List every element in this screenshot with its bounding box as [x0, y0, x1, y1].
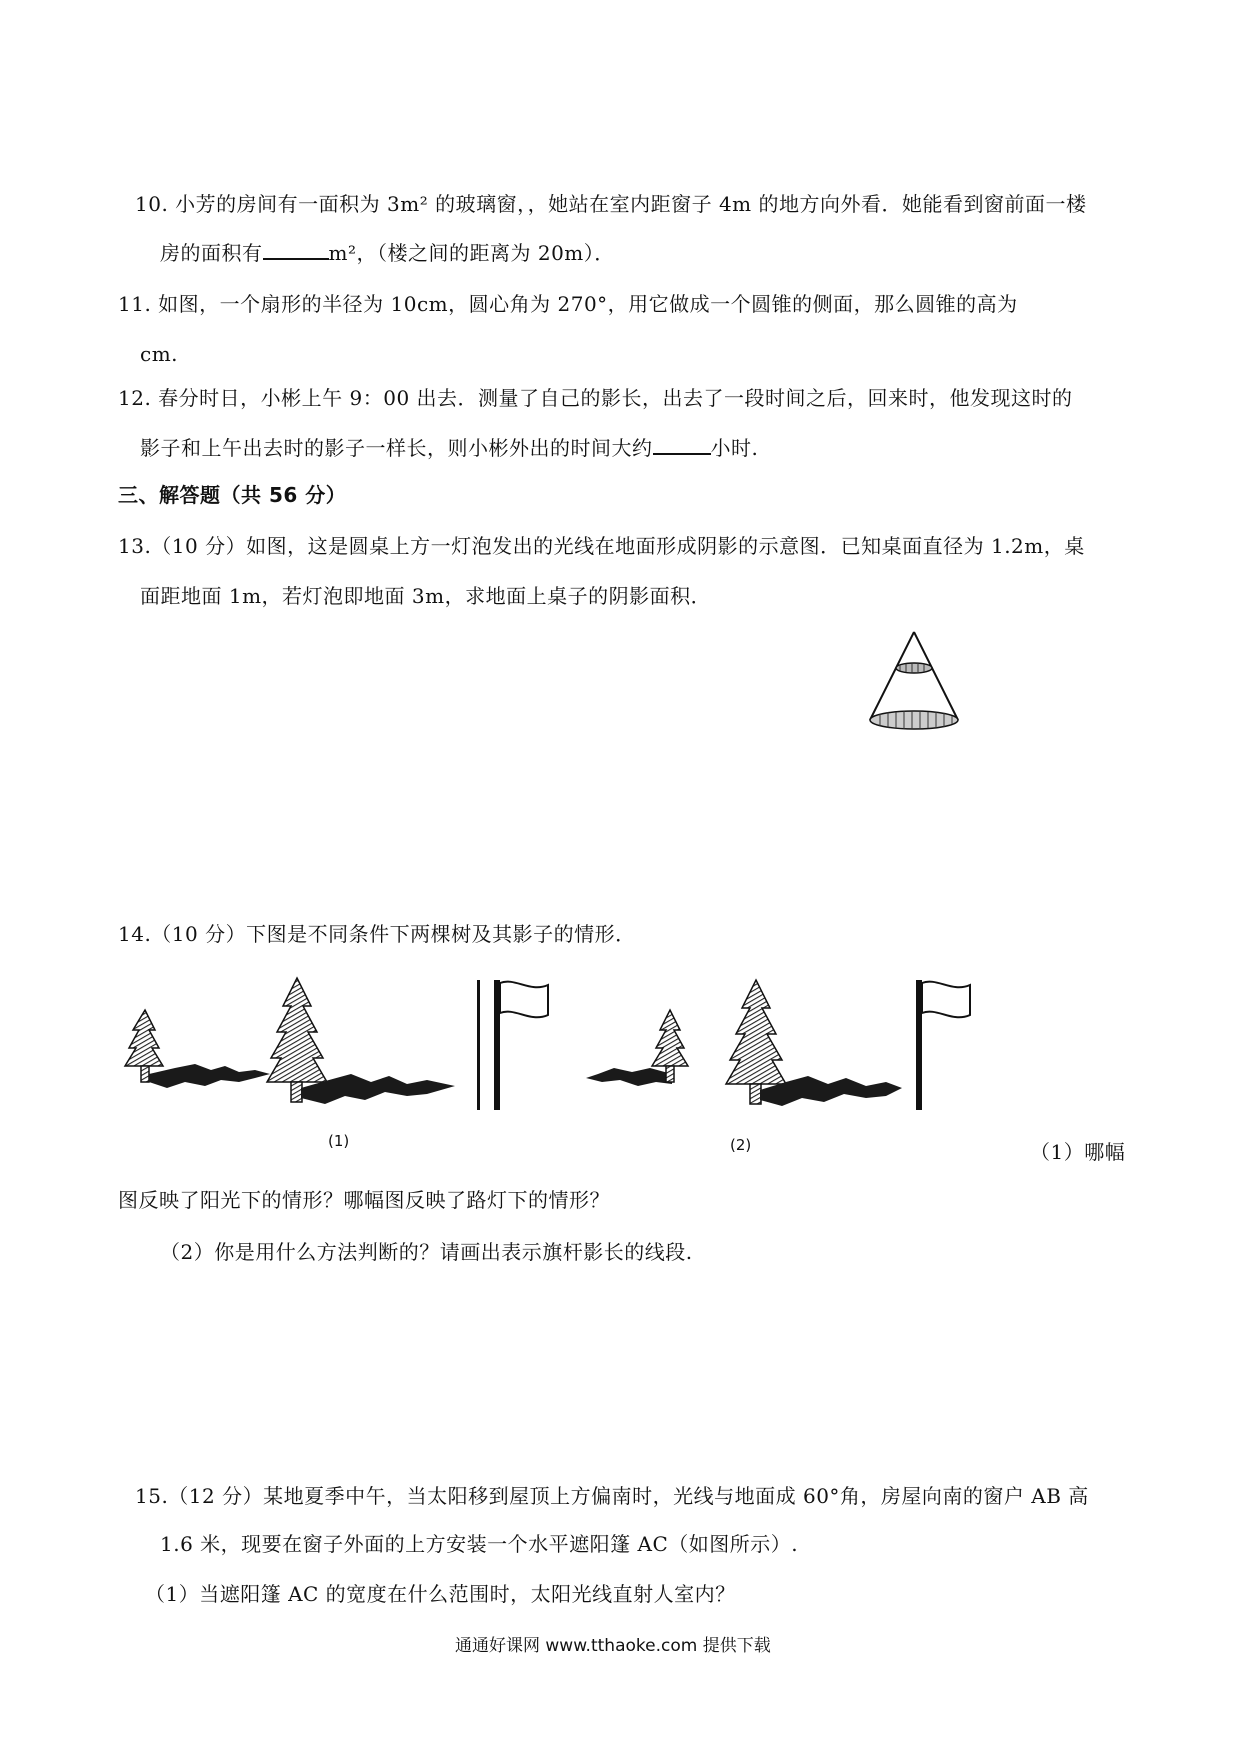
flag-pole-1 [490, 975, 570, 1125]
q12-answer-blank [653, 433, 711, 455]
tree-small-1 [125, 1010, 163, 1082]
q13-line1: 13.（10 分）如图，这是圆桌上方一灯泡发出的光线在地面形成阴影的示意图．已知桌面直径为 1.2m，桌 [118, 534, 1085, 558]
q14-sub1-cont: 图反映了阳光下的情形？哪幅图反映了路灯下的情形？ [118, 1188, 610, 1212]
q14-line1: 14.（10 分）下图是不同条件下两棵树及其影子的情形． [118, 922, 636, 946]
q14-sub1-tail: （1）哪幅 [1030, 1140, 1126, 1164]
q15-line1: 15.（12 分）某地夏季中午，当太阳移到屋顶上方偏南时，光线与地面成 60°角，房屋向南的窗户 AB 高 [135, 1484, 1089, 1508]
q13-line2: 面距地面 1m，若灯泡即地面 3m，求地面上桌子的阴影面积． [140, 584, 712, 608]
figure-2-trees-shadows [580, 970, 920, 1120]
q14-sub2: （2）你是用什么方法判断的？请画出表示旗杆影长的线段. [160, 1240, 693, 1264]
shadow-small-2 [586, 1068, 672, 1086]
flag-1 [477, 980, 480, 1110]
lamp-shadow-cone-diagram [860, 630, 970, 735]
section-heading: 三、解答题（共 56 分） [118, 483, 347, 507]
q11-line2: cm. [140, 342, 179, 366]
q10-line1: 10. 小芳的房间有一面积为 3m² 的玻璃窗，，她站在室内距窗子 4m 的地方向外看．她能看到窗前面一楼 [135, 192, 1087, 216]
q10-line2 [160, 238, 615, 267]
figure-1-trees-shadows [115, 970, 480, 1120]
q11-line1: 11. 如图，一个扇形的半径为 10cm，圆心角为 270°，用它做成一个圆锥的侧面，那么圆锥的高为 [118, 292, 1018, 316]
q12-line2-pre: 影子和上午出去时的影子一样长，则小彬外出的时间大约 [140, 436, 653, 460]
q10-answer-blank [263, 238, 329, 260]
q12-line2 [140, 433, 758, 462]
q12-line1: 12. 春分时日，小彬上午 9：00 出去．测量了自己的影长，出去了一段时间之后，回来时，他发现这时的 [118, 386, 1073, 410]
q15-line2: 1.6 米，现要在窗子外面的上方安装一个水平遮阳篷 AC（如图所示）. [160, 1532, 799, 1556]
q15-sub1: （1）当遮阳篷 AC 的宽度在什么范围时，太阳光线直射人室内？ [145, 1582, 736, 1606]
figure-1-caption: (1) [328, 1132, 350, 1150]
flag-pole-2 [912, 975, 992, 1125]
figure-2-caption: (2) [730, 1136, 752, 1154]
page-footer: 通通好课网 www.tthaoke.com 提供下载 [455, 1636, 771, 1656]
q10-line2-pre: 房的面积有 [160, 241, 263, 265]
shadow-small-1 [149, 1064, 270, 1088]
q10-line2-post: m²，（楼之间的距离为 20m）． [328, 241, 615, 265]
q12-line2-post: 小时. [710, 436, 759, 460]
